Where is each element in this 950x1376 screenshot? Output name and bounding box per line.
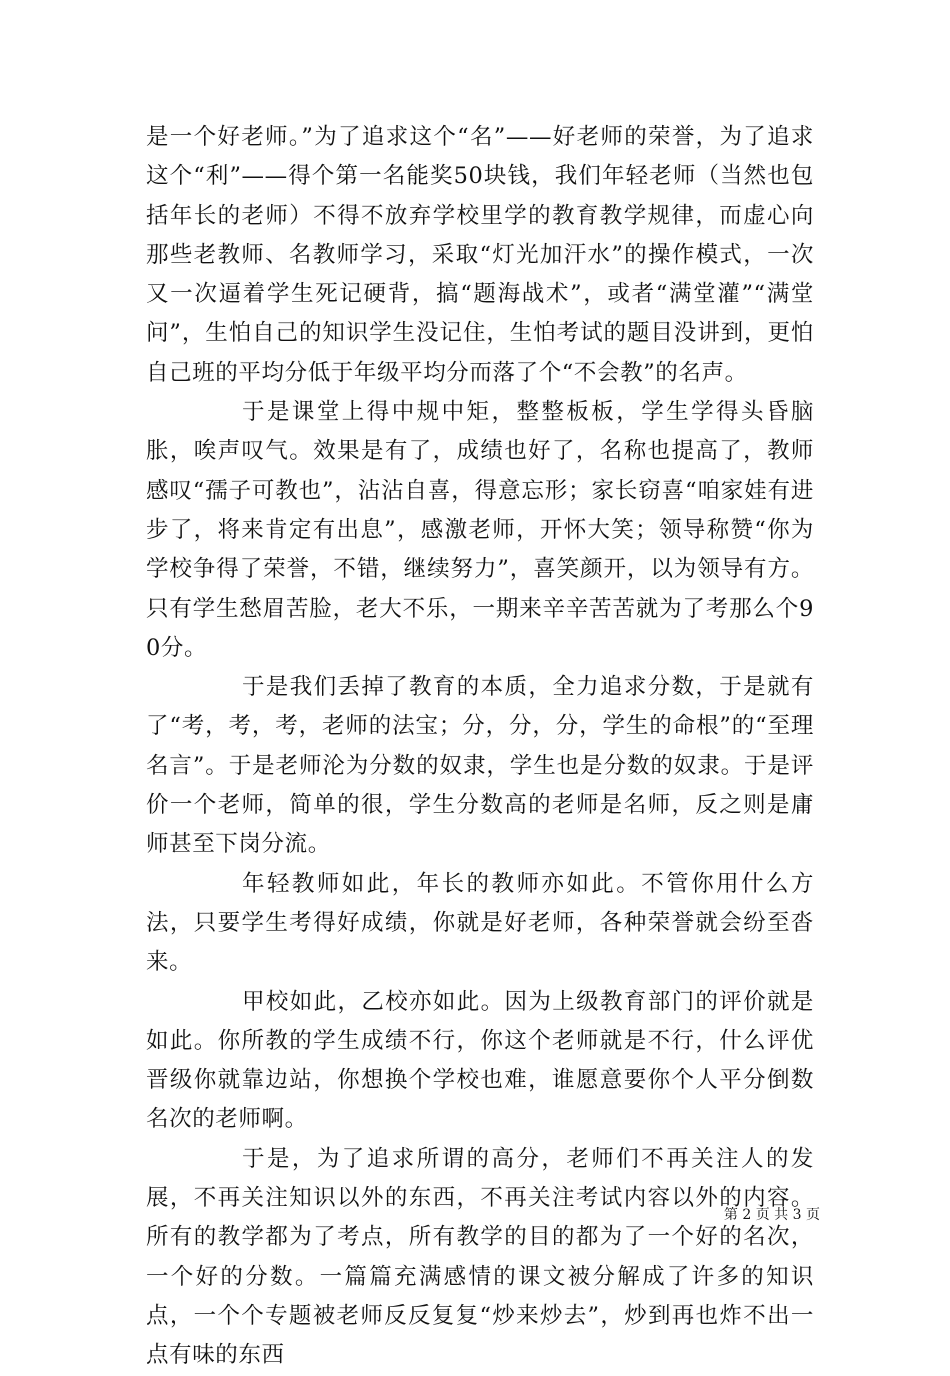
document-body <box>146 118 814 1376</box>
paragraph-1: 是一个好老师。”为了追求这个“名”——好老师的荣誉，为了追求这个“利”——得个第一名能奖50块钱，我们年轻老师（当然也包括年长的老师）不得不放弃学校里学的教育教学规律，而虚心向那些老教师、名教师学习，采取“灯光加汗水”的操作模式，一次又一次逼着学生死记硬背，搞“题海战术”，或者“满堂灌”“满堂问”，生怕自己的知识学生没记住，生怕考试的题目没讲到，更怕自己班的平均分低于年级平均分而落了个“不会教”的名声。 <box>146 124 814 386</box>
paragraph-3: 于是我们丢掉了教育的本质，全力追求分数，于是就有了“考，考，考，老师的法宝；分，分，分，学生的命根”的“至理名言”。于是老师沦为分数的奴隶，学生也是分数的奴隶。于是评价一个老师，简单的很，学生分数高的老师是名师，反之则是庸师甚至下岗分流。 <box>146 674 814 858</box>
page-number-footer: 第 2 页 共 3 页 <box>723 1207 820 1223</box>
paragraph-6: 于是，为了追求所谓的高分，老师们不再关注人的发展，不再关注知识以外的东西，不再关注考试内容以外的内容。所有的教学都为了考点，所有教学的目的都为了一个好的名次，一个好的分数。一篇篇充满感情的课文被分解成了许多的知识点，一个个专题被老师反反复复“炒来炒去”，炒到再也炸不出一点有味的东西 <box>146 1145 814 1369</box>
paragraph-2: 于是课堂上得中规中矩，整整板板，学生学得头昏脑胀，唉声叹气。效果是有了，成绩也好了，名称也提高了，教师感叹“孺子可教也”，沾沾自喜，得意忘形；家长窃喜“咱家娃有进步了，将来肯定有出息”，感激老师，开怀大笑；领导称赞“你为学校争得了荣誉，不错，继续努力”，喜笑颜开，以为领导有方。只有学生愁眉苦脸，老大不乐，一期来辛辛苦苦就为了考那么个90分。 <box>146 399 814 661</box>
paragraph-5: 甲校如此，乙校亦如此。因为上级教育部门的评价就是如此。你所教的学生成绩不行，你这个老师就是不行，什么评优晋级你就靠边站，你想换个学校也难，谁愿意要你个人平分倒数名次的老师啊。 <box>146 988 814 1133</box>
paragraph-4: 年轻教师如此，年长的教师亦如此。不管你用什么方法，只要学生考得好成绩，你就是好老师，各种荣誉就会纷至沓来。 <box>146 870 814 976</box>
